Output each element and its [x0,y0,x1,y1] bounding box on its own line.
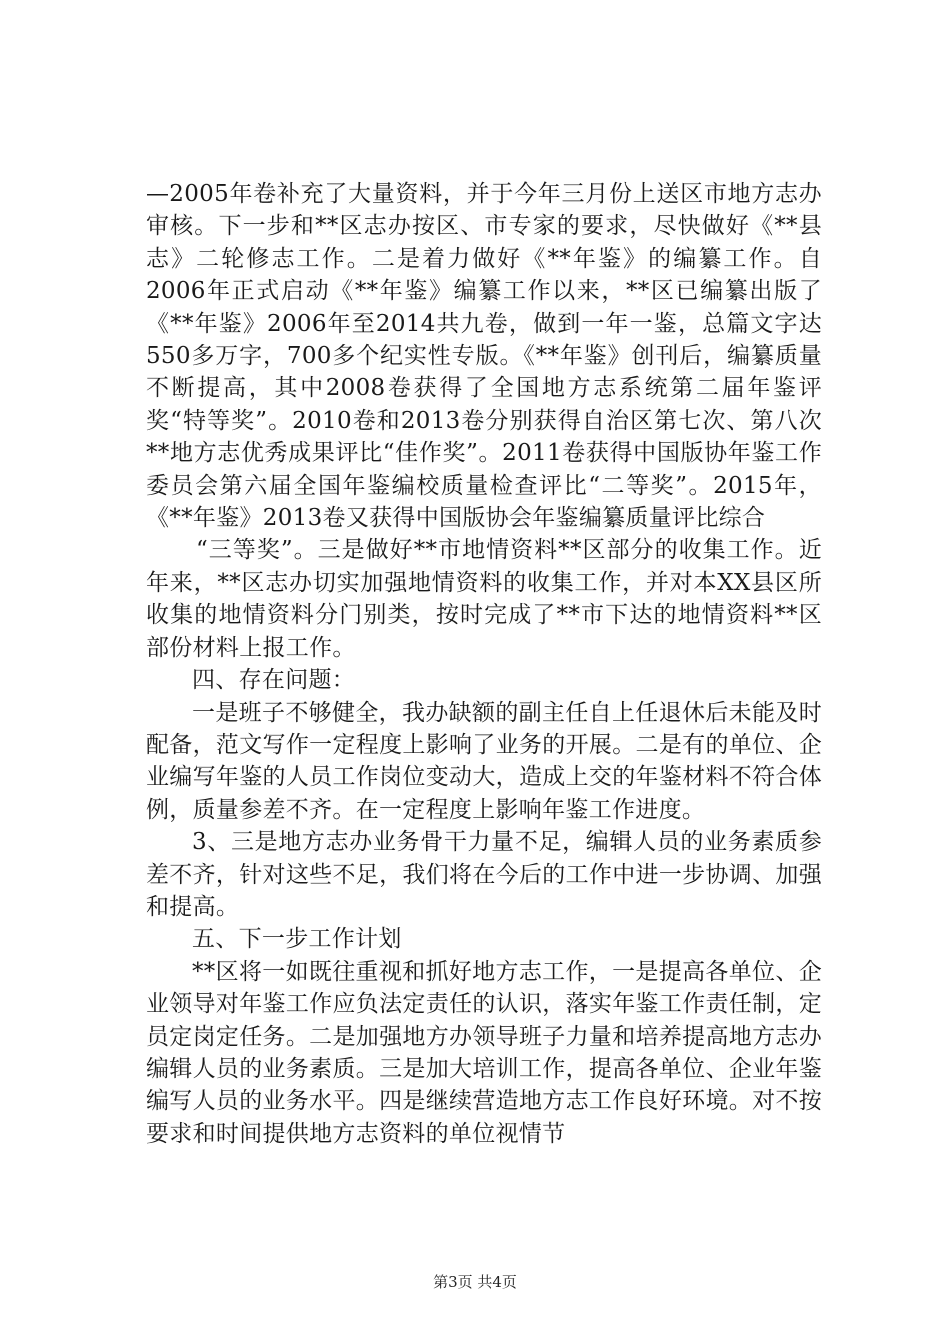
page-footer: 第3页 共4页 [433,1273,517,1291]
section-heading-problems: 四、存在问题： [192,667,356,694]
document-body [146,178,822,1150]
paragraph-1: —2005年卷补充了大量资料，并于今年三月份上送区市地方志办审核。下一步和**区志办按区、市专家的要求，尽快做好《**县志》二轮修志工作。二是着力做好《**年鉴》的编纂工作。自2006年正式启动《**年鉴》编纂工作以来，**区已编纂出版了《**年鉴》2006年至2014共九卷，做到一年一鉴，总篇文字达550多万字，700多个纪实性专版。《**年鉴》创刊后，编纂质量不断提高，其中2008卷获得了全国地方志系统第二届年鉴评奖“特等奖”。2010卷和2013卷分别获得自治区第七次、第八次**地方志优秀成果评比“佳作奖”。2011卷获得中国版协年鉴工作委员会第六届全国年鉴编校质量检查评比“二等奖”。2015年，《**年鉴》2013卷又获得中国版协会年鉴编纂质量评比综合 [146,181,822,532]
section-heading-next-plan: 五、下一步工作计划 [192,926,402,953]
paragraph-2: “三等奖”。三是做好**市地情资料**区部分的收集工作。近年来，**区志办切实加强地情资料的收集工作，并对本XX县区所收集的地情资料分门别类，按时完成了**市下达的地情资料**区部份材料上报工作。 [146,537,822,661]
paragraph-5: **区将一如既往重视和抓好地方志工作，一是提高各单位、企业领导对年鉴工作应负法定责任的认识，落实年鉴工作责任制，定员定岗定任务。二是加强地方办领导班子力量和培养提高地方志办编辑人员的业务素质。三是加大培训工作，提高各单位、企业年鉴编写人员的业务水平。四是继续营造地方志工作良好环境。对不按要求和时间提供地方志资料的单位视情节 [146,958,822,1147]
paragraph-4: 3、三是地方志办业务骨干力量不足，编辑人员的业务素质参差不齐，针对这些不足，我们将在今后的工作中进一步协调、加强和提高。 [146,829,822,920]
paragraph-3: 一是班子不够健全，我办缺额的副主任自上任退休后未能及时配备，范文写作一定程度上影响了业务的开展。二是有的单位、企业编写年鉴的人员工作岗位变动大，造成上交的年鉴材料不符合体例，质量参差不齐。在一定程度上影响年鉴工作进度。 [146,699,822,823]
